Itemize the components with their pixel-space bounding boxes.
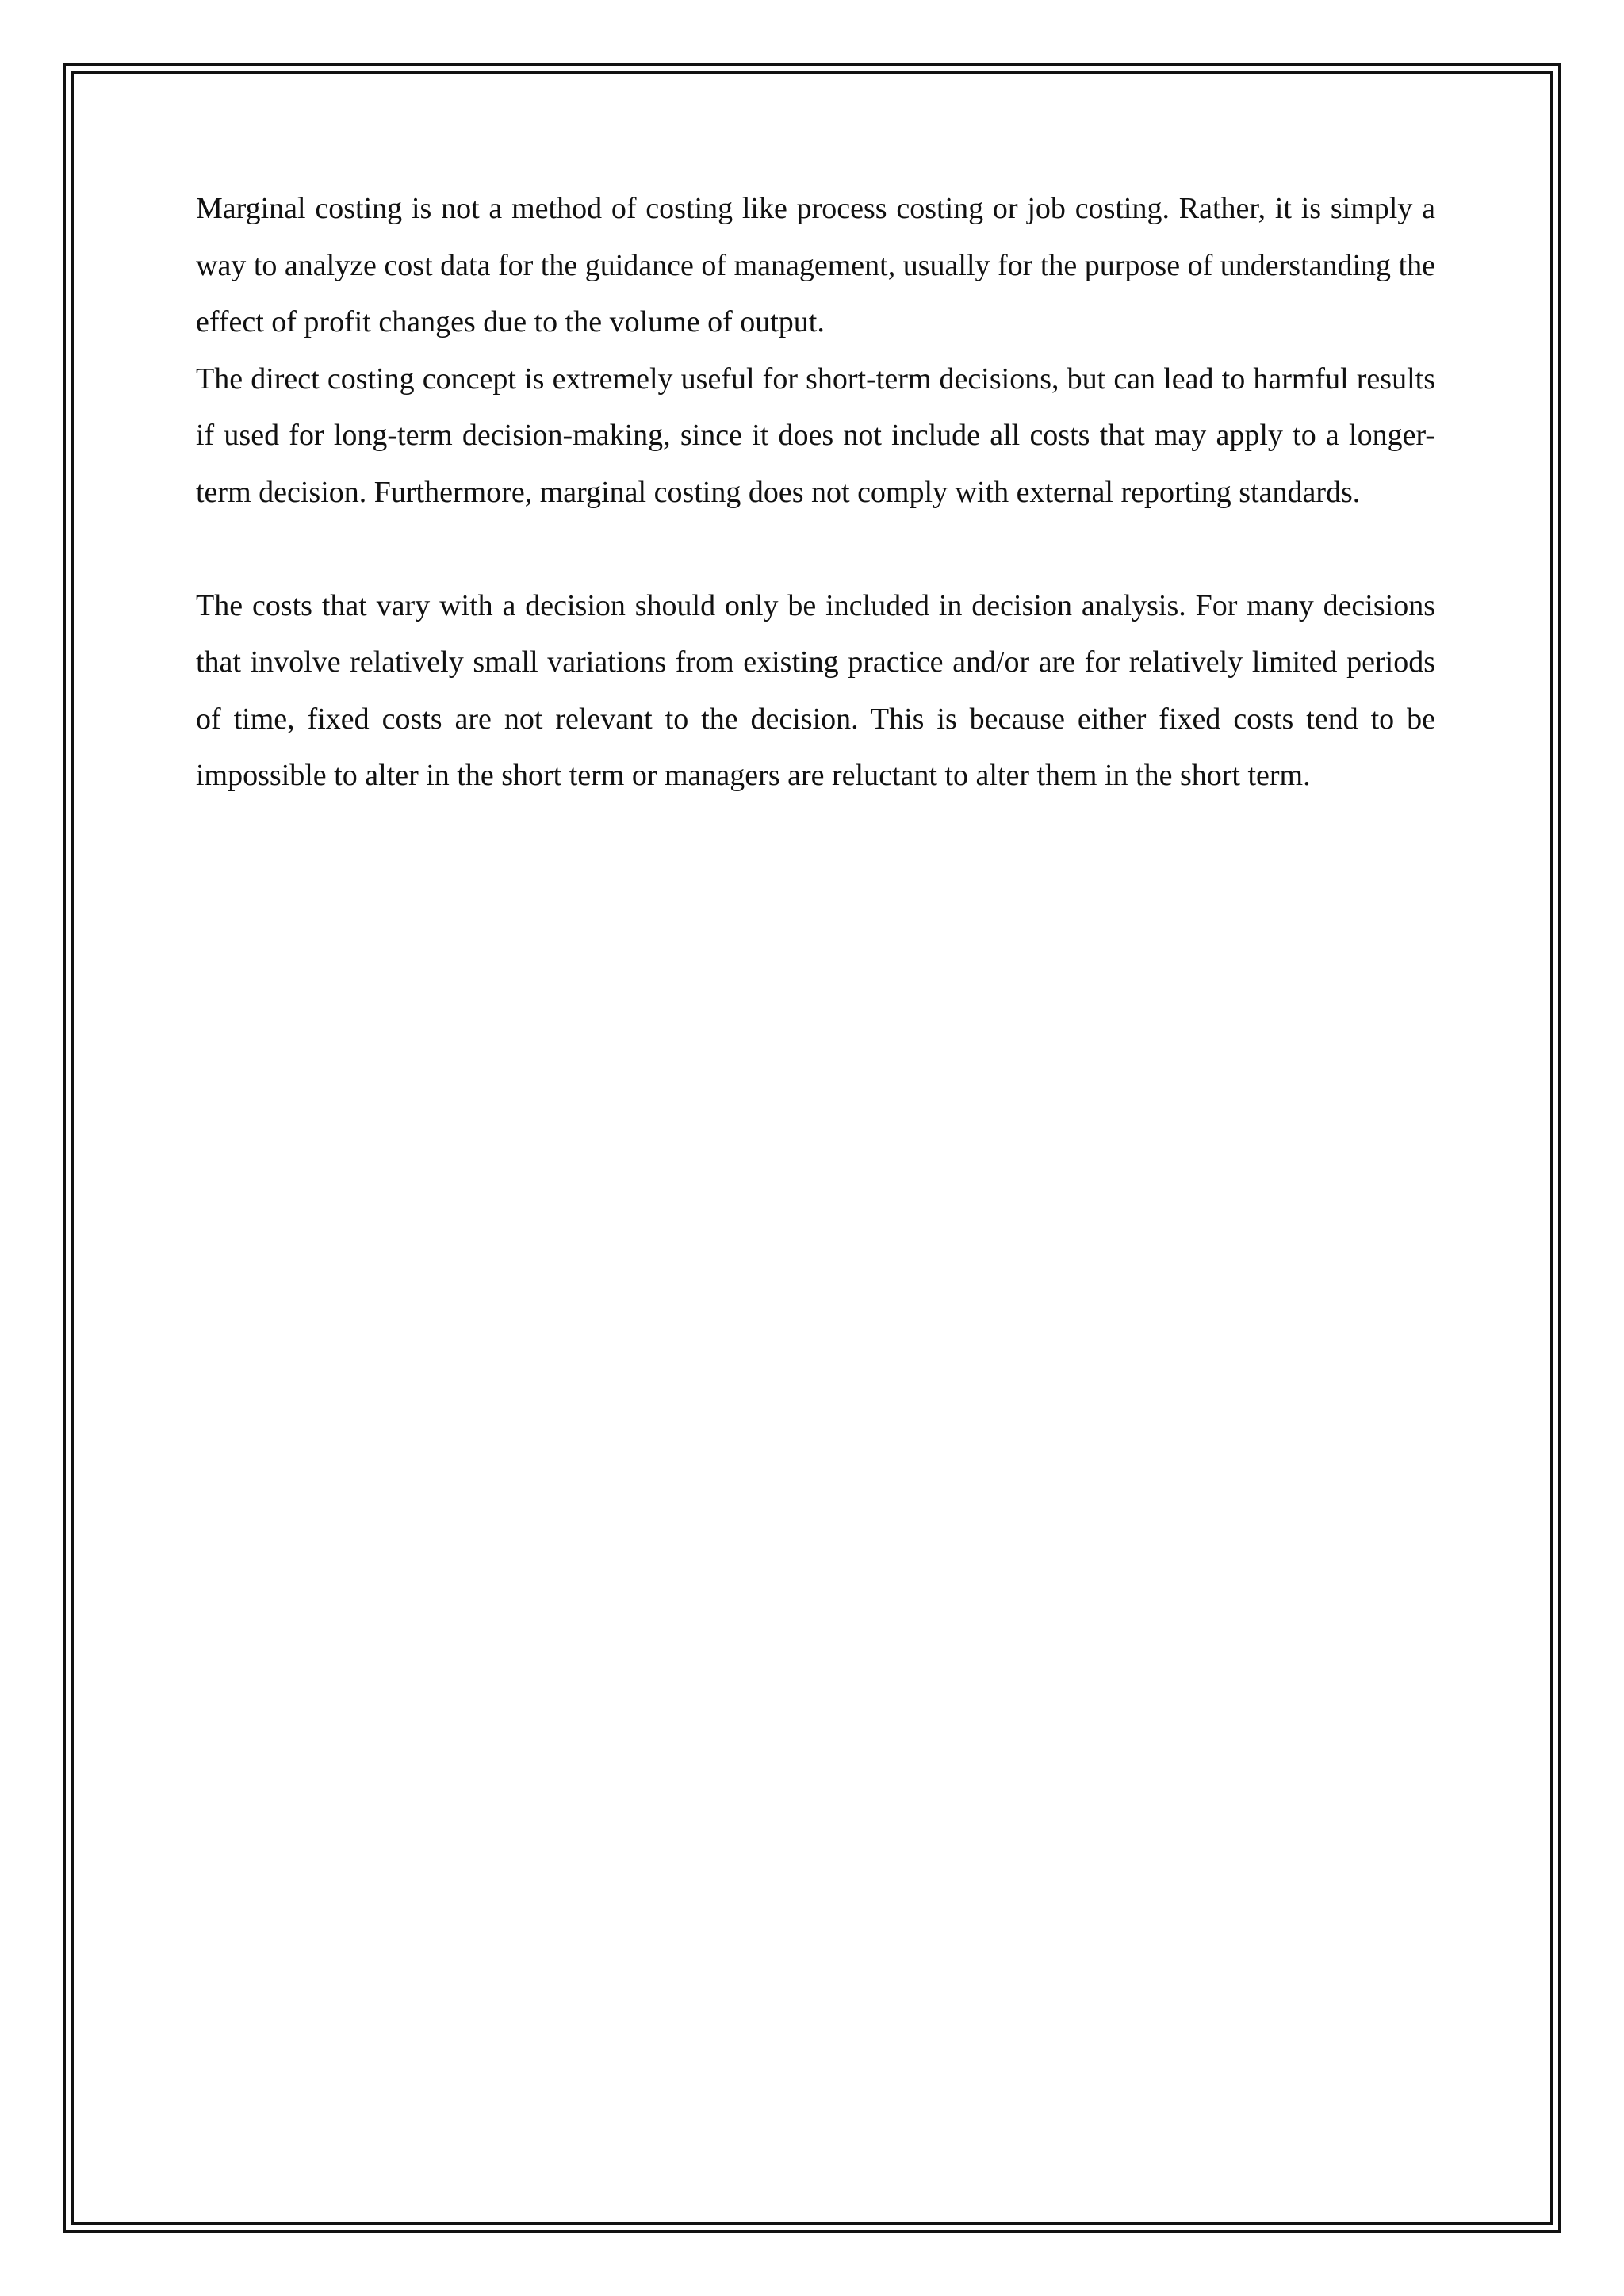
document-body [196,181,1435,805]
paragraph-marginal-costing: Marginal costing is not a method of costing like process costing or job costing. Rather, it is simply a way to analyze cost data for the guidance of management, usually for the purpose of understanding the effect of profit changes due to the volume of output. [196,192,1435,339]
paragraph-decision-costs: The costs that vary with a decision should only be included in decision analysis. For many decisions that involve relatively small variations from existing practice and/or are for relatively limited periods of time, fixed costs are not relevant to the decision. This is because either fixed costs tend to be impossible to alter in the short term or managers are reluctant to alter them in the short term. [196,588,1435,792]
paragraph-direct-costing: The direct costing concept is extremely useful for short-term decisions, but can lead to harmful results if used for long-term decision-making, since it does not include all costs that may apply to a longer-term decision. Furthermore, marginal costing does not comply with external reporting standards. [196,362,1435,509]
